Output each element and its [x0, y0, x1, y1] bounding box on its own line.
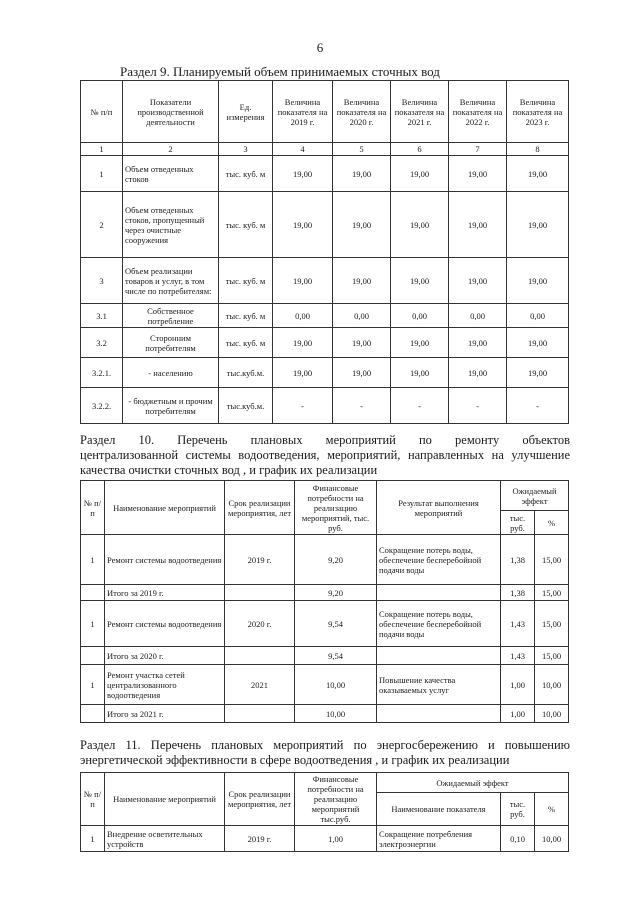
section-11-title-line: Раздел 11. Перечень плановых мероприятий по энергосбережению и повышению	[80, 738, 570, 752]
indicator-name: Объем отведенных стоков, пропущенный через очистные сооружения	[123, 192, 219, 258]
table-row	[81, 156, 569, 192]
row-number: 1	[81, 826, 105, 852]
row-number	[81, 585, 105, 601]
row-number	[81, 705, 105, 723]
measure-name: Ремонт системы водоотведения	[105, 601, 225, 647]
header-cell: Величина показателя на 2019 г.	[273, 81, 333, 143]
unit: тыс. куб. м	[219, 304, 273, 328]
header-cell: Ожидаемый эффект	[501, 481, 569, 511]
measure-name: Внедрение осветительных устройств	[105, 826, 225, 852]
value-2021: 19,00	[391, 358, 449, 388]
value-2021: 19,00	[391, 328, 449, 358]
result: Повышение качества оказываемых услуг	[377, 665, 501, 705]
term: 2021	[225, 665, 295, 705]
table-header-row	[81, 81, 569, 143]
effect-pct: 15,00	[535, 601, 569, 647]
value-2023: 19,00	[507, 358, 569, 388]
value-2021: 19,00	[391, 192, 449, 258]
column-number: 1	[81, 143, 123, 156]
term: 2019 г.	[225, 535, 295, 585]
header-cell: Срок реализации мероприятия, лет	[225, 773, 295, 826]
row-number: 1	[81, 156, 123, 192]
value-2020: 0,00	[333, 304, 391, 328]
finance: 9,54	[295, 647, 377, 665]
value-2023: 19,00	[507, 258, 569, 304]
indicator-name: - населению	[123, 358, 219, 388]
indicator-name: - бюджетным и прочим потребителям	[123, 388, 219, 424]
finance: 9,20	[295, 585, 377, 601]
header-cell: № п/п	[81, 481, 105, 535]
column-number: 6	[391, 143, 449, 156]
header-cell: Результат выполнения мероприятий	[377, 481, 501, 535]
table-row	[81, 304, 569, 328]
indicator-name: Сторонним потребителям	[123, 328, 219, 358]
header-cell: Величина показателя на 2023 г.	[507, 81, 569, 143]
table-row	[81, 192, 569, 258]
value-2022: 19,00	[449, 258, 507, 304]
header-cell: Финансовые потребности на реализацию мероприятий, тыс. руб.	[295, 481, 377, 535]
value-2023: 19,00	[507, 156, 569, 192]
row-number: 3.2	[81, 328, 123, 358]
row-number: 3.2.2.	[81, 388, 123, 424]
indicator-name: Собственное потребление	[123, 304, 219, 328]
table-row	[81, 601, 569, 647]
column-number: 3	[219, 143, 273, 156]
value-2023: -	[507, 388, 569, 424]
header-cell: Величина показателя на 2020 г.	[333, 81, 391, 143]
header-cell: Ожидаемый эффект	[377, 773, 569, 793]
table-header-row	[81, 773, 569, 793]
header-cell: тыс. руб.	[501, 511, 535, 535]
section-10-title-line: Раздел 10. Перечень плановых мероприятий по ремонту объектов	[80, 433, 570, 447]
value-2019: 19,00	[273, 156, 333, 192]
section-9-title: Раздел 9. Планируемый объем принимаемых сточных вод	[120, 64, 440, 79]
effect-pct: 10,00	[535, 826, 569, 852]
table-row	[81, 665, 569, 705]
effect-pct: 15,00	[535, 585, 569, 601]
value-2022: 0,00	[449, 304, 507, 328]
value-2021: 19,00	[391, 156, 449, 192]
section-11-title-line: энергетической эффективности в сфере водоотведения , и график их реализации	[80, 753, 510, 767]
row-number: 3	[81, 258, 123, 304]
value-2020: 19,00	[333, 192, 391, 258]
total-label: Итого за 2020 г.	[105, 647, 225, 665]
header-cell: № п/п	[81, 81, 123, 143]
value-2022: 19,00	[449, 192, 507, 258]
effect-pct: 10,00	[535, 665, 569, 705]
finance: 9,54	[295, 601, 377, 647]
effect-abs: 1,38	[501, 535, 535, 585]
term: 2020 г.	[225, 601, 295, 647]
column-number: 5	[333, 143, 391, 156]
row-number: 2	[81, 192, 123, 258]
section-10-table	[80, 480, 569, 723]
header-cell: Срок реализации мероприятия, лет	[225, 481, 295, 535]
term: 2019 г.	[225, 826, 295, 852]
value-2022: 19,00	[449, 358, 507, 388]
table-row	[81, 585, 569, 601]
unit: тыс.куб.м.	[219, 358, 273, 388]
unit: тыс.куб.м.	[219, 388, 273, 424]
header-cell: Величина показателя на 2022 г.	[449, 81, 507, 143]
unit: тыс. куб. м	[219, 328, 273, 358]
effect-abs: 0,10	[501, 826, 535, 852]
value-2019: 19,00	[273, 258, 333, 304]
effect-pct: 15,00	[535, 535, 569, 585]
column-number: 8	[507, 143, 569, 156]
effect-pct: 15,00	[535, 647, 569, 665]
value-2019: -	[273, 388, 333, 424]
value-2022: -	[449, 388, 507, 424]
value-2019: 19,00	[273, 358, 333, 388]
row-number: 3.1	[81, 304, 123, 328]
effect-abs: 1,00	[501, 705, 535, 723]
effect-abs: 1,43	[501, 647, 535, 665]
unit: тыс. куб. м	[219, 192, 273, 258]
value-2020: 19,00	[333, 328, 391, 358]
header-cell: Наименование показателя	[377, 793, 501, 826]
section-11-title	[80, 738, 570, 768]
finance: 1,00	[295, 826, 377, 852]
value-2023: 19,00	[507, 328, 569, 358]
column-number: 2	[123, 143, 219, 156]
row-number: 3.2.1.	[81, 358, 123, 388]
result	[377, 647, 501, 665]
value-2020: -	[333, 388, 391, 424]
section-11-table	[80, 772, 569, 852]
result	[377, 705, 501, 723]
result	[377, 585, 501, 601]
table-row	[81, 647, 569, 665]
value-2021: 19,00	[391, 258, 449, 304]
value-2019: 19,00	[273, 192, 333, 258]
unit: тыс. куб. м	[219, 156, 273, 192]
indicator: Сокращение потребления электроэнергии	[377, 826, 501, 852]
row-number: 1	[81, 535, 105, 585]
finance: 9,20	[295, 535, 377, 585]
value-2023: 19,00	[507, 192, 569, 258]
term	[225, 647, 295, 665]
header-cell: %	[535, 511, 569, 535]
header-cell: %	[535, 793, 569, 826]
value-2021: -	[391, 388, 449, 424]
column-number: 7	[449, 143, 507, 156]
indicator-name: Объем реализации товаров и услуг, в том числе по потребителям:	[123, 258, 219, 304]
row-number: 1	[81, 601, 105, 647]
value-2022: 19,00	[449, 328, 507, 358]
result: Сокращение потерь воды, обеспечение бесперебойной подачи воды	[377, 601, 501, 647]
value-2020: 19,00	[333, 156, 391, 192]
header-cell: Показатели производственной деятельности	[123, 81, 219, 143]
header-cell: Наименование мероприятий	[105, 481, 225, 535]
measure-name: Ремонт системы водоотведения	[105, 535, 225, 585]
term	[225, 585, 295, 601]
measure-name: Ремонт участка сетей централизованного водоотведения	[105, 665, 225, 705]
table-row	[81, 826, 569, 852]
value-2021: 0,00	[391, 304, 449, 328]
table-row	[81, 535, 569, 585]
section-9-table	[80, 80, 569, 424]
row-number	[81, 647, 105, 665]
table-header-row	[81, 481, 569, 511]
value-2022: 19,00	[449, 156, 507, 192]
header-cell: Наименование мероприятий	[105, 773, 225, 826]
header-cell: № п/п	[81, 773, 105, 826]
effect-pct: 10,00	[535, 705, 569, 723]
value-2019: 19,00	[273, 328, 333, 358]
value-2023: 0,00	[507, 304, 569, 328]
header-cell: тыс. руб.	[501, 793, 535, 826]
effect-abs: 1,00	[501, 665, 535, 705]
value-2020: 19,00	[333, 258, 391, 304]
finance: 10,00	[295, 665, 377, 705]
header-cell: Финансовые потребности на реализацию мероприятий тыс.руб.	[295, 773, 377, 826]
finance: 10,00	[295, 705, 377, 723]
value-2019: 0,00	[273, 304, 333, 328]
value-2020: 19,00	[333, 358, 391, 388]
indicator-name: Объем отведенных стоков	[123, 156, 219, 192]
table-row	[81, 705, 569, 723]
column-number-row	[81, 143, 569, 156]
effect-abs: 1,43	[501, 601, 535, 647]
total-label: Итого за 2019 г.	[105, 585, 225, 601]
total-label: Итого за 2021 г.	[105, 705, 225, 723]
row-number: 1	[81, 665, 105, 705]
page-number: 6	[316, 40, 324, 55]
header-cell: Величина показателя на 2021 г.	[391, 81, 449, 143]
table-row	[81, 358, 569, 388]
section-10-title-line: централизованной системы водоотведения, мероприятий, направленных на улучшение	[80, 448, 570, 462]
table-row	[81, 388, 569, 424]
table-row	[81, 258, 569, 304]
unit: тыс. куб. м	[219, 258, 273, 304]
header-cell: Ед. измерения	[219, 81, 273, 143]
term	[225, 705, 295, 723]
section-10-title	[80, 433, 570, 478]
effect-abs: 1,38	[501, 585, 535, 601]
section-10-title-line: качества очистки сточных вод , и график их реализации	[80, 463, 378, 477]
table-row	[81, 328, 569, 358]
result: Сокращение потерь воды, обеспечение бесперебойной подачи воды	[377, 535, 501, 585]
column-number: 4	[273, 143, 333, 156]
